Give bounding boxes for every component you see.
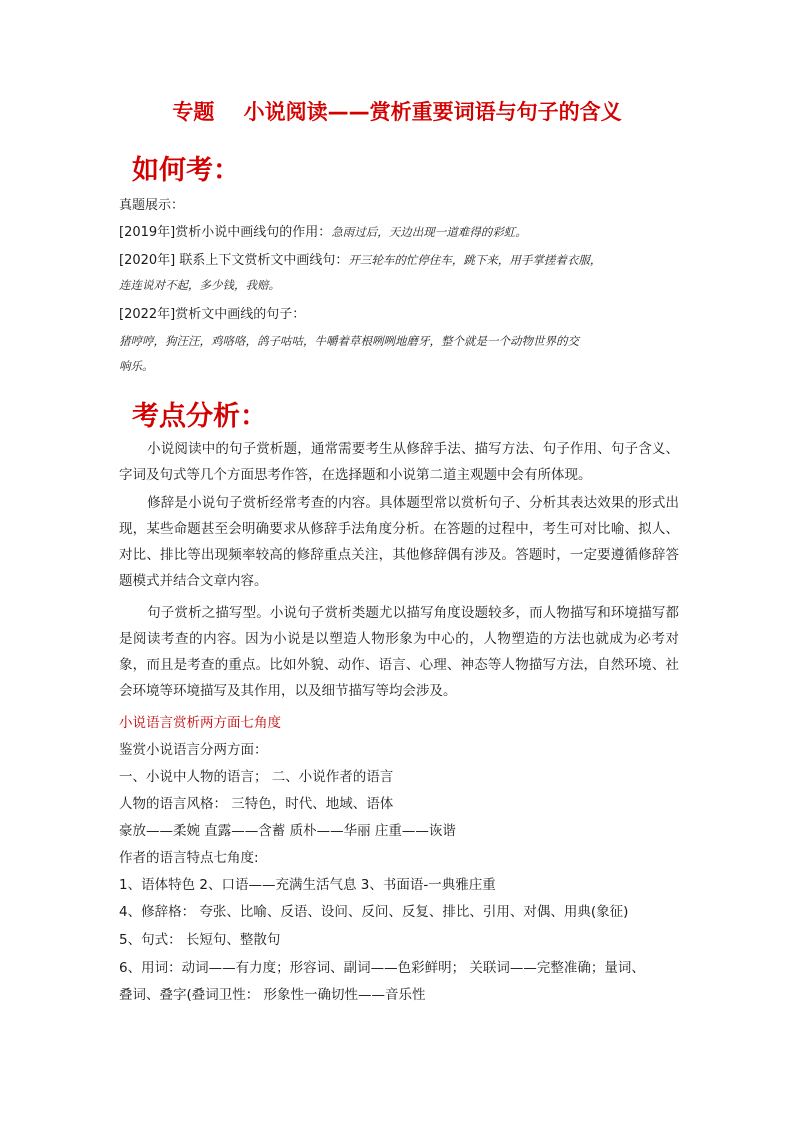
exam-item-quote: 猪哼哼，狗汪汪，鸡咯咯，鸽子咕咕，牛嚼着草根咧咧地磨牙，整个就是一个动物世界的交	[119, 334, 579, 348]
text-line: 4、修辞格： 夸张、比喻、反语、设问、反问、反复、排比、引用、对偶、用典(象征)	[119, 904, 629, 920]
text-line: 人物的语言风格： 三特色，时代、地域、语体	[119, 796, 394, 812]
subheading: 小说语言赏析两方面七角度	[119, 715, 281, 731]
exam-item-2022-quote	[119, 331, 579, 352]
exam-item-quote-cont: 响乐。	[119, 359, 154, 373]
text-line: 1、语体特色 2、口语——充满生活气息 3、书面语-一典雅庄重	[119, 877, 496, 893]
exam-item-label: [2019年]赏析小说中画线句的作用：	[119, 225, 332, 240]
text-line: 作者的语言特点七角度:	[119, 850, 259, 866]
exam-item-2019	[119, 222, 527, 243]
exam-item-2022-cont	[119, 356, 154, 377]
exam-item-quote: 急雨过后，天边出现一道难得的彩虹。	[331, 225, 527, 239]
exam-item-2020-cont	[119, 275, 280, 296]
exam-item-quote-cont: 连连说对不起，多少钱，我赔。	[119, 278, 280, 292]
text-line: 5、句式： 长短句、整散句	[119, 932, 281, 948]
intro-label: 真题展示：	[119, 198, 185, 213]
paragraph-2: 修辞是小说句子赏析经常考查的内容。具体题型常以赏析句子、分析其表达效果的形式出现，某些命题甚至会明确要求从修辞手法角度分析。在答题的过程中，考生可对比喻、拟人、对比、排比等出现频率较高的修辞重点关注，其他修辞偶有涉及。答题时，一定要遵循修辞答题模式并结合文章内容。	[119, 495, 679, 589]
text-line: 豪放——柔婉 直露——含蓄 质朴——华丽 庄重——诙谐	[119, 823, 456, 839]
section-heading-how-tested: 如何考：	[132, 155, 240, 186]
exam-item-quote: 开三轮车的忙停住车，跳下来，用手掌搓着衣服，	[348, 253, 602, 267]
exam-item-label: [2022年]赏析文中画线的句子：	[119, 307, 306, 322]
section-heading-analysis: 考点分析：	[132, 401, 267, 432]
exam-item-2022	[119, 305, 305, 325]
text-line: 一、小说中人物的语言； 二、小说作者的语言	[119, 769, 394, 785]
paragraph-1: 小说阅读中的句子赏析题，通常需要考生从修辞手法、描写方法、句子作用、句子含义、字词及句式等几个方面思考作答，在选择题和小说第二道主观题中会有所体现。	[119, 441, 679, 483]
text-line: 鉴赏小说语言分两方面：	[119, 742, 268, 758]
page-title: 专题 小说阅读——赏析重要词语与句子的含义	[172, 100, 622, 124]
text-line: 叠词、叠字(叠词卫性： 形象性一确切性——音乐性	[119, 987, 426, 1003]
text-line: 6、用词：动词——有力度；形容词、副词——色彩鲜明； 关联词——完整准确；量词、	[119, 960, 645, 976]
exam-item-label: [2020年] 联系上下文赏析文中画线句：	[119, 253, 349, 268]
paragraph-3: 句子赏析之描写型。小说句子赏析类题尤以描写角度设题较多，而人物描写和环境描写都是阅读考查的内容。因为小说是以塑造人物形象为中心的，人物塑造的方法也就成为必考对象，而且是考查的重点。比如外貌、动作、语言、心理、神态等人物描写方法，自然环境、社会环境等环境描写及其作用，以及细节描写等均会涉及。	[119, 605, 679, 699]
exam-item-2020	[119, 250, 601, 271]
